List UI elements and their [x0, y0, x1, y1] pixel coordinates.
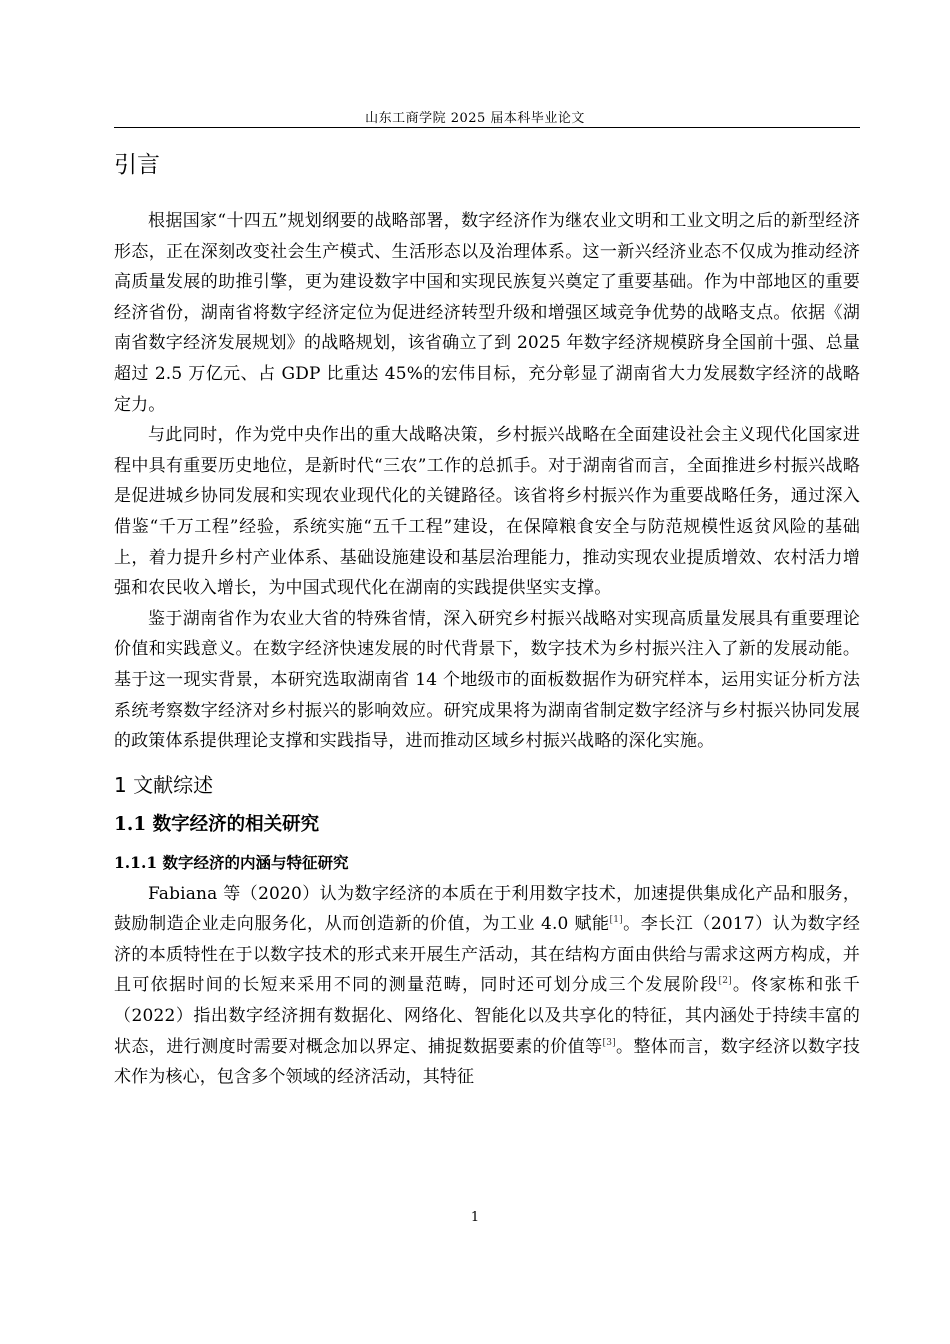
intro-paragraph-3: 鉴于湖南省作为农业大省的特殊省情，深入研究乡村振兴战略对实现高质量发展具有重要理论价值和实践意义。在数字经济快速发展的时代背景下，数字技术为乡村振兴注入了新的发展动能。基于这一现实背景，本研究选取湖南省 14 个地级市的面板数据作为研究样本，运用实证分析方法系统考察数字经济对乡村振兴的影响效应。研究成果将为湖南省制定数字经济与乡村振兴协同发展的政策体系提供理论支撑和实践指导，进而推动区域乡村振兴战略的深化实施。: [114, 608, 860, 752]
page-content: [114, 148, 860, 1093]
citation-2: [2]: [718, 976, 732, 987]
lit-text-2: 。李长江（2017）认为数字经济的本质特性在于以数字技术的形式来开展生产活动，其在结构方面由供给与需求这两方构成，并且可依据时间的长短来采用不同的测量范畴，同时还可划分成三个发展阶段: [114, 914, 860, 996]
intro-paragraph-2: 与此同时，作为党中央作出的重大战略决策，乡村振兴战略在全面建设社会主义现代化国家进程中具有重要历史地位，是新时代“三农”工作的总抓手。对于湖南省而言，全面推进乡村振兴战略是促进城乡协同发展和实现农业现代化的关键路径。该省将乡村振兴作为重要战略任务，通过深入借鉴“千万工程”经验，系统实施“五千工程”建设，在保障粮食安全与防范规模性返贫风险的基础上，着力提升乡村产业体系、基础设施建设和基层治理能力，推动实现农业提质增效、农村活力增强和农民收入增长，为中国式现代化在湖南的实践提供坚实支撑。: [114, 425, 860, 599]
section-1-1-heading: 1.1 数字经济的相关研究: [114, 813, 320, 835]
lit-text-3: 。佟家栋和张千（2022）指出数字经济拥有数据化、网络化、智能化以及共享化的特征，其内涵处于持续丰富的状态，进行测度时需要对概念加以界定、捕捉数据要素的价值等: [114, 975, 860, 1057]
section-1-heading: 1 文献综述: [114, 772, 214, 797]
lit-text-4: 。整体而言，数字经济以数字技术作为核心，包含多个领域的经济活动，其特征: [114, 1036, 860, 1088]
intro-heading: 引言: [114, 152, 160, 178]
running-header: 山东工商学院 2025 届本科毕业论文: [365, 111, 585, 126]
page-number: 1: [470, 1210, 480, 1225]
citation-1: [1]: [609, 915, 623, 926]
citation-3: [3]: [602, 1037, 616, 1048]
section-1-1-1-heading: 1.1.1 数字经济的内涵与特征研究: [114, 852, 349, 872]
header-rule: [114, 127, 860, 128]
lit-text-1: Fabiana 等（2020）认为数字经济的本质在于利用数字技术，加速提供集成化产品和服务，鼓励制造企业走向服务化，从而创造新的价值，为工业 4.0 赋能: [114, 883, 860, 935]
intro-paragraph-1: 根据国家“十四五”规划纲要的战略部署，数字经济作为继农业文明和工业文明之后的新型经济形态，正在深刻改变社会生产模式、生活形态以及治理体系。这一新兴经济业态不仅成为推动经济高质量发展的助推引擎，更为建设数字中国和实现民族复兴奠定了重要基础。作为中部地区的重要经济省份，湖南省将数字经济定位为促进经济转型升级和增强区域竞争优势的战略支点。依据《湖南省数字经济发展规划》的战略规划，该省确立了到 2025 年数字经济规模跻身全国前十强、总量超过 2.5 万亿元、占 GDP 比重达 45%的宏伟目标，充分彰显了湖南省大力发展数字经济的战略定力。: [114, 211, 860, 415]
literature-paragraph: [114, 879, 860, 1093]
